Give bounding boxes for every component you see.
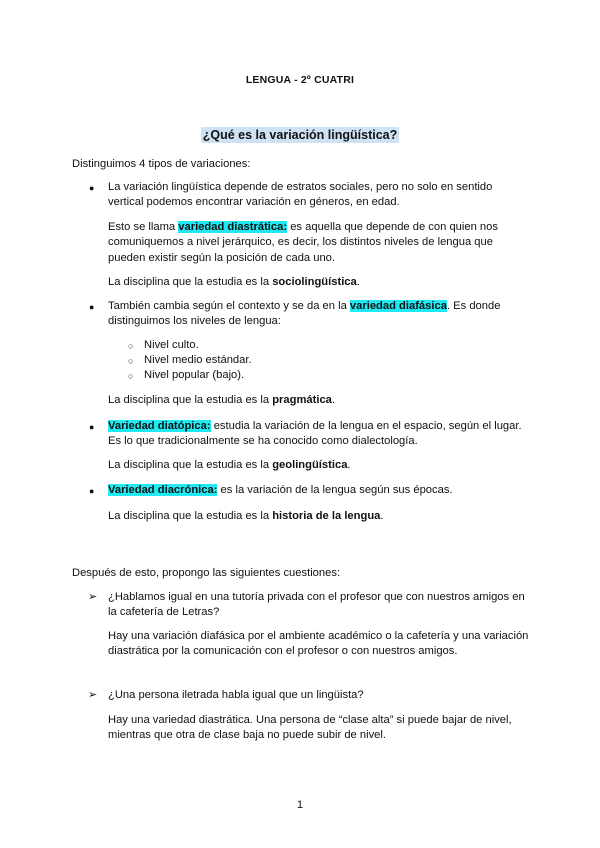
document-title: LENGUA - 2º CUATRI bbox=[245, 74, 355, 86]
bullet-1-definition: Esto se llama variedad diastrática: es aquella que depende de con quien nos comuniquemos a nivel jerárquico, es decir, los distintos niveles de lengua que pueden existir según la posición de cada uno. bbox=[108, 221, 498, 264]
circle-bullet-icon: ○ bbox=[128, 371, 134, 381]
bullet-icon: ● bbox=[89, 183, 95, 193]
arrow-bullet-icon: ➢ bbox=[88, 591, 98, 603]
bullet-3-discipline: La disciplina que la estudia es la geolingüística. bbox=[108, 459, 351, 471]
arrow-bullet-icon: ➢ bbox=[88, 689, 98, 701]
bullet-icon: ● bbox=[89, 302, 95, 312]
bullet-1-text: La variación lingüística depende de estratos sociales, pero no solo en sentido vertical podemos encontrar variación en géneros, en edad. bbox=[108, 181, 493, 209]
followup-text: Después de esto, propongo las siguientes cuestiones: bbox=[72, 567, 341, 579]
question-2: ¿Una persona iletrada habla igual que un lingüista? bbox=[108, 689, 364, 701]
level-item: Nivel medio estándar. bbox=[144, 354, 252, 366]
term-diafasica: variedad diafásica bbox=[349, 300, 447, 312]
circle-bullet-icon: ○ bbox=[128, 356, 134, 366]
term-diacronica: Variedad diacrónica: bbox=[108, 484, 218, 496]
bullet-3-text: Variedad diatópica: estudia la variación de la lengua en el espacio, según el lugar. Es lo que tradicionalmente se ha conocido como dialectología. bbox=[108, 420, 522, 448]
answer-2: Hay una variedad diastrática. Una persona de “clase alta” si puede bajar de nivel, mientras que otra de clase baja no puede subir de nivel. bbox=[108, 714, 512, 742]
term-diatopica: Variedad diatópica: bbox=[108, 420, 211, 432]
intro-text: Distinguimos 4 tipos de variaciones: bbox=[72, 158, 251, 170]
section-heading: ¿Qué es la variación lingüística? bbox=[202, 128, 398, 142]
bullet-1-discipline: La disciplina que la estudia es la sociolingüística. bbox=[108, 276, 360, 288]
page-number: 1 bbox=[296, 799, 304, 811]
bullet-icon: ● bbox=[89, 422, 95, 432]
bullet-4-text: Variedad diacrónica: es la variación de la lengua según sus épocas. bbox=[108, 484, 453, 496]
bullet-2-discipline: La disciplina que la estudia es la pragmática. bbox=[108, 394, 336, 406]
question-1: ¿Hablamos igual en una tutoría privada con el profesor que con nuestros amigos en la cafetería de Letras? bbox=[108, 591, 525, 619]
level-item: Nivel popular (bajo). bbox=[144, 369, 245, 381]
bullet-2-text: También cambia según el contexto y se da en la variedad diafásica. Es donde distinguimos los niveles de lengua: bbox=[108, 300, 501, 328]
level-item: Nivel culto. bbox=[144, 339, 199, 351]
bullet-icon: ● bbox=[89, 486, 95, 496]
bullet-4-discipline: La disciplina que la estudia es la historia de la lengua. bbox=[108, 510, 384, 522]
answer-1: Hay una variación diafásica por el ambiente académico o la cafetería y una variación diastrática por la comunicación con el profesor o con nuestros amigos. bbox=[108, 630, 529, 658]
term-diastratica: variedad diastrática: bbox=[178, 221, 288, 233]
circle-bullet-icon: ○ bbox=[128, 341, 134, 351]
